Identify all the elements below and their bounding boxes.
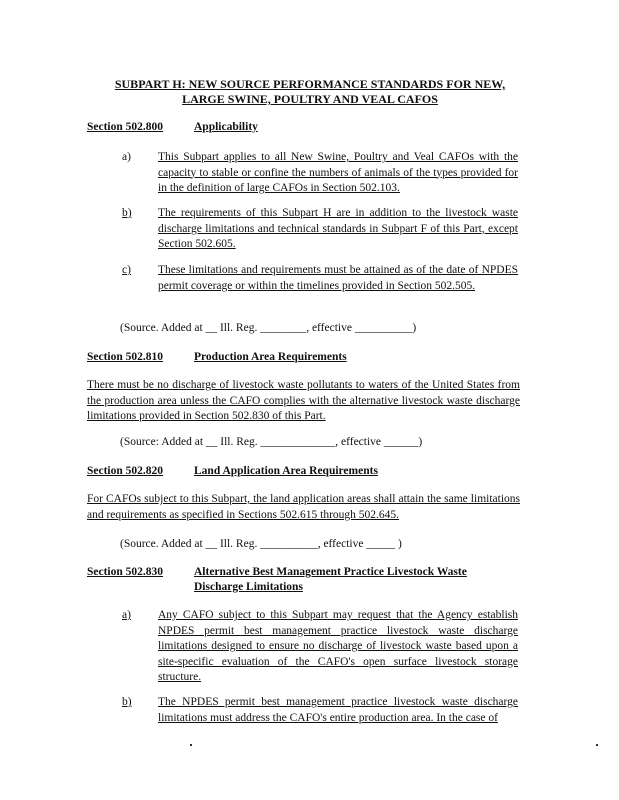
item-label: a) [122, 609, 131, 621]
subpart-title-line-1: SUBPART H: NEW SOURCE PERFORMANCE STANDARDS FOR NEW, [114, 77, 506, 91]
item-text: These limitations and requirements must be attained as of the date of NPDES permit coverage or within the timelines provided in Section 502.505. [158, 264, 518, 292]
source-note: (Source: Added at __ Ill. Reg. _____________, effective ______) [120, 436, 423, 448]
section-number: Section 502.830 [87, 566, 164, 578]
item-text: This Subpart applies to all New Swine, Poultry and Veal CAFOs with the capacity to stable or confine the numbers of animals of the types provided for in the definition of large CAFOs in Section 502.103. [158, 151, 518, 194]
subpart-title-line-2: LARGE SWINE, POULTRY AND VEAL CAFOS [182, 92, 438, 106]
section-number: Section 502.800 [87, 121, 164, 133]
section-body: For CAFOs subject to this Subpart, the land application areas shall attain the same limitations and requirements as specified in Sections 502.615 through 502.645. [87, 493, 520, 521]
section-title-line-1: Alternative Best Management Practice Livestock Waste [194, 566, 467, 578]
section-number: Section 502.820 [87, 465, 164, 477]
section-title-line-2: Discharge Limitations [194, 581, 303, 593]
section-502-820-heading [87, 464, 378, 480]
section-title: Applicability [194, 121, 258, 133]
item-text: The NPDES permit best management practice livestock waste discharge limitations must address the CAFO's entire production area. In the case of [158, 696, 518, 724]
item-text: The requirements of this Subpart H are in addition to the livestock waste discharge limitations and technical standards in Subpart F of this Part, except Section 502.605. [158, 207, 518, 250]
item-label: a) [122, 151, 131, 163]
source-note: (Source. Added at __ Ill. Reg. __________, effective _____ ) [120, 538, 402, 550]
section-number: Section 502.810 [87, 351, 164, 363]
section-502-810-heading [87, 350, 347, 366]
source-note: (Source. Added at __ Ill. Reg. ________, effective __________) [120, 322, 417, 334]
section-title: Production Area Requirements [194, 351, 347, 363]
item-label: b) [122, 207, 132, 219]
item-label: b) [122, 696, 132, 708]
section-body: There must be no discharge of livestock waste pollutants to waters of the United States from the production area unless the CAFO complies with the alternative livestock waste discharge limitations provided in Section 502.830 of this Part. [87, 379, 520, 422]
item-label: c) [122, 264, 131, 276]
section-title: Land Application Area Requirements [194, 465, 378, 477]
scan-speck [596, 744, 598, 746]
scan-speck [190, 744, 192, 746]
section-502-800-heading [87, 120, 258, 136]
section-502-830-heading [87, 565, 467, 593]
item-text: Any CAFO subject to this Subpart may request that the Agency establish NPDES permit best management practice livestock waste discharge limitations designed to ensure no discharge of livestock waste based upon a site-specific evaluation of the CAFO's open surface livestock storage structure. [158, 609, 518, 683]
